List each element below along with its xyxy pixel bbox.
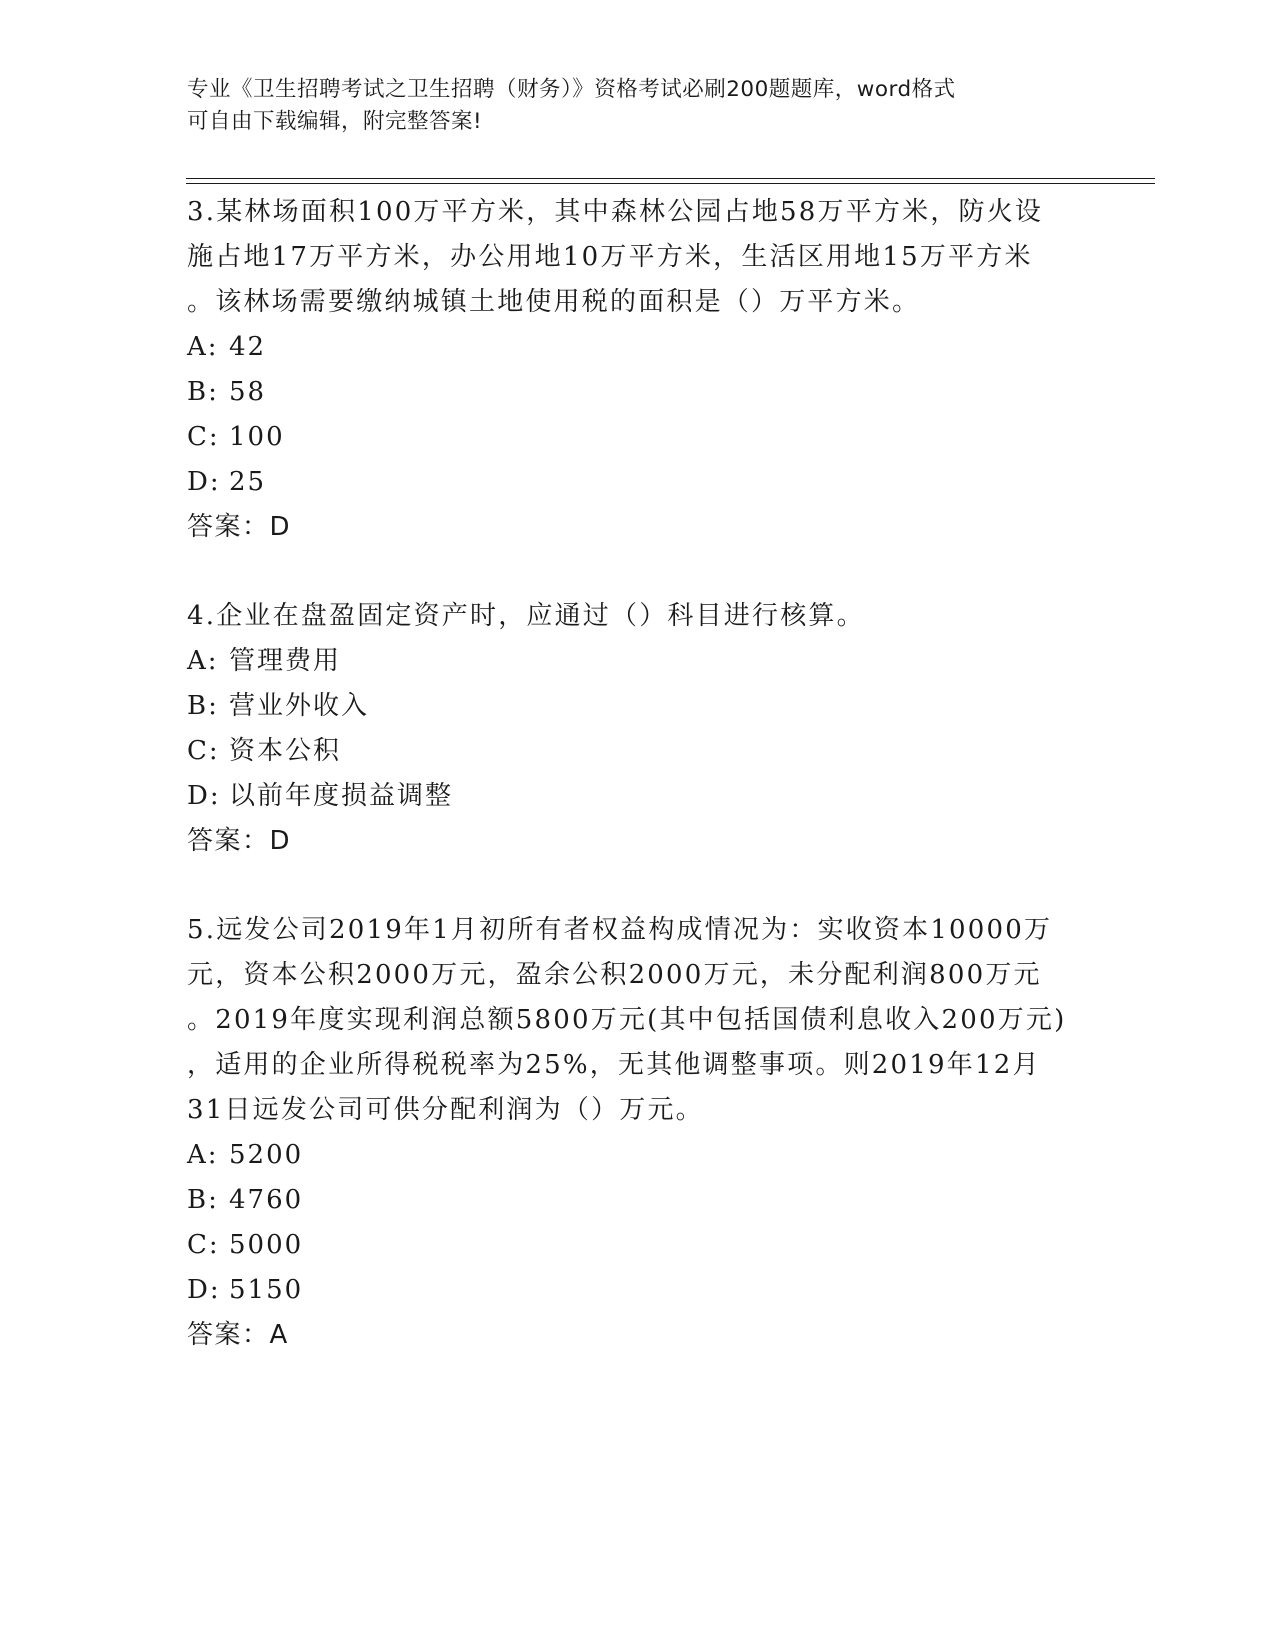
option-key: A: bbox=[187, 646, 219, 676]
stem-line: ，适用的企业所得税税率为25%，无其他调整事项。则2019年12月 bbox=[187, 1050, 1041, 1080]
option-b bbox=[187, 1178, 1067, 1223]
header-divider-top bbox=[186, 178, 1155, 179]
stem-line: 5.远发公司2019年1月初所有者权益构成情况为：实收资本10000万 bbox=[187, 915, 1053, 945]
header-divider-bottom bbox=[186, 183, 1155, 184]
option-key: A: bbox=[187, 1140, 219, 1170]
option-key: C: bbox=[187, 736, 220, 766]
option-c bbox=[187, 729, 1067, 774]
stem-line: 。2019年度实现利润总额5800万元(其中包括国债利息收入200万元) bbox=[187, 1005, 1067, 1035]
stem-line: 3.某林场面积100万平方米，其中森林公园占地58万平方米，防火设 bbox=[187, 197, 1044, 227]
stem-line: 4.企业在盘盈固定资产时，应通过（）科目进行核算。 bbox=[187, 601, 865, 631]
question-spacer bbox=[187, 550, 1067, 594]
option-c bbox=[187, 415, 1067, 460]
option-d bbox=[187, 1268, 1067, 1313]
option-text: 营业外收入 bbox=[229, 691, 370, 721]
stem-line: 。该林场需要缴纳城镇土地使用税的面积是（）万平方米。 bbox=[187, 287, 921, 317]
question-list bbox=[187, 190, 1067, 1358]
option-b bbox=[187, 370, 1067, 415]
stem-line: 31日远发公司可供分配利润为（）万元。 bbox=[187, 1095, 704, 1125]
option-text: 25 bbox=[229, 467, 267, 497]
stem-line: 施占地17万平方米，办公用地10万平方米，生活区用地15万平方米 bbox=[187, 242, 1033, 272]
option-key: C: bbox=[187, 422, 220, 452]
answer-line: 答案：D bbox=[187, 512, 292, 542]
option-key: B: bbox=[187, 691, 219, 721]
option-a bbox=[187, 325, 1067, 370]
header-line-1: 专业《卫生招聘考试之卫生招聘（财务）》资格考试必刷200题题库，word格式 bbox=[187, 77, 956, 102]
option-text: 42 bbox=[229, 332, 267, 362]
option-key: C: bbox=[187, 1230, 220, 1260]
option-a bbox=[187, 1133, 1067, 1178]
option-key: A: bbox=[187, 332, 219, 362]
question-stem bbox=[187, 190, 1067, 325]
question-4 bbox=[187, 594, 1067, 864]
option-b bbox=[187, 684, 1067, 729]
option-key: D: bbox=[187, 781, 221, 811]
question-stem bbox=[187, 908, 1067, 1133]
question-spacer bbox=[187, 864, 1067, 908]
option-key: D: bbox=[187, 1275, 221, 1305]
question-5 bbox=[187, 908, 1067, 1358]
option-text: 5000 bbox=[229, 1230, 304, 1260]
option-text: 4760 bbox=[229, 1185, 304, 1215]
option-text: 5150 bbox=[229, 1275, 304, 1305]
option-text: 管理费用 bbox=[229, 646, 342, 676]
option-text: 100 bbox=[229, 422, 285, 452]
option-text: 以前年度损益调整 bbox=[229, 781, 454, 811]
option-key: D: bbox=[187, 467, 221, 497]
question-3 bbox=[187, 190, 1067, 550]
stem-line: 元，资本公积2000万元，盈余公积2000万元，未分配利润800万元 bbox=[187, 960, 1042, 990]
option-text: 58 bbox=[229, 377, 267, 407]
option-c bbox=[187, 1223, 1067, 1268]
answer-line: 答案：A bbox=[187, 1320, 289, 1350]
option-key: B: bbox=[187, 1185, 219, 1215]
option-key: B: bbox=[187, 377, 219, 407]
option-d bbox=[187, 460, 1067, 505]
answer-line: 答案：D bbox=[187, 826, 292, 856]
question-stem bbox=[187, 594, 1067, 639]
header-line-2: 可自由下载编辑，附完整答案! bbox=[187, 109, 483, 134]
option-text: 资本公积 bbox=[229, 736, 342, 766]
option-d bbox=[187, 774, 1067, 819]
document-header bbox=[187, 74, 1087, 138]
option-a bbox=[187, 639, 1067, 684]
option-text: 5200 bbox=[229, 1140, 304, 1170]
